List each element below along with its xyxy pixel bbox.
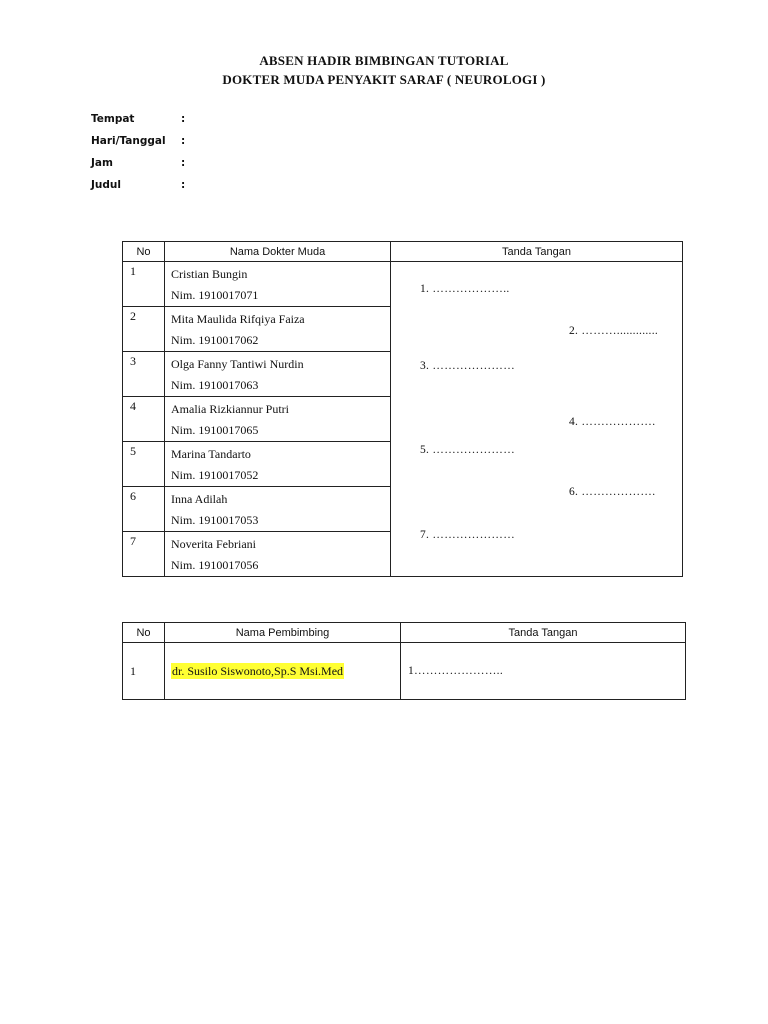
- info-row-jam: [91, 157, 185, 169]
- header-signature: Tanda Tangan: [391, 242, 683, 262]
- signature-line: 3. …………………: [420, 360, 515, 372]
- row-no: 1: [123, 262, 165, 307]
- row-no: 4: [123, 397, 165, 442]
- info-row-judul: [91, 179, 185, 191]
- info-colon: :: [181, 113, 186, 125]
- header-no: No: [123, 623, 165, 643]
- signature-line: 6. ……………….: [569, 486, 656, 498]
- student-nim: Nim. 1910017056: [171, 558, 259, 572]
- signature-line: 1. ………………..: [420, 283, 510, 295]
- title-line-2: DOKTER MUDA PENYAKIT SARAF ( NEUROLOGI ): [222, 72, 546, 87]
- info-label: Jam: [91, 157, 113, 169]
- info-label: Judul: [91, 179, 121, 191]
- row-no: 1: [123, 643, 165, 700]
- header-no: No: [123, 242, 165, 262]
- mentor-attendance-table: [122, 622, 686, 700]
- info-label: Hari/Tanggal: [91, 135, 166, 147]
- row-no: 2: [123, 307, 165, 352]
- row-no: 3: [123, 352, 165, 397]
- info-colon: :: [181, 179, 186, 191]
- student-name: Cristian Bungin: [171, 267, 248, 281]
- info-colon: :: [181, 135, 186, 147]
- info-row-tempat: [91, 113, 185, 125]
- info-label: Tempat: [91, 113, 135, 125]
- row-name-cell: [165, 643, 401, 700]
- info-colon: :: [181, 157, 186, 169]
- signature-area: [391, 262, 683, 577]
- row-name-cell: [165, 532, 391, 577]
- student-nim: Nim. 1910017065: [171, 423, 259, 437]
- row-no: 6: [123, 487, 165, 532]
- row-no: 7: [123, 532, 165, 577]
- header-name: Nama Pembimbing: [165, 623, 401, 643]
- row-name-cell: [165, 442, 391, 487]
- row-name-cell: [165, 352, 391, 397]
- table-row: [123, 643, 686, 700]
- student-name: Marina Tandarto: [171, 447, 251, 461]
- student-nim: Nim. 1910017053: [171, 513, 259, 527]
- student-nim: Nim. 1910017062: [171, 333, 259, 347]
- title-line-1: ABSEN HADIR BIMBINGAN TUTORIAL: [259, 53, 509, 68]
- students-attendance-table: [122, 241, 683, 577]
- student-name: Olga Fanny Tantiwi Nurdin: [171, 357, 304, 371]
- mentor-name: dr. Susilo Siswonoto,Sp.S Msi.Med: [172, 663, 344, 678]
- student-nim: Nim. 1910017071: [171, 288, 259, 302]
- student-nim: Nim. 1910017063: [171, 378, 259, 392]
- signature-line: 1…………………..: [401, 643, 686, 700]
- student-nim: Nim. 1910017052: [171, 468, 259, 482]
- table-row: [123, 262, 683, 307]
- header-signature: Tanda Tangan: [401, 623, 686, 643]
- student-name: Noverita Febriani: [171, 537, 256, 551]
- table-header-row: [123, 242, 683, 262]
- signature-line: 2. ……….............: [569, 325, 659, 337]
- signature-line: 4. ……………….: [569, 416, 656, 428]
- row-name-cell: [165, 487, 391, 532]
- student-name: Mita Maulida Rifqiya Faiza: [171, 312, 305, 326]
- signature-line: 5. …………………: [420, 444, 515, 456]
- row-name-cell: [165, 262, 391, 307]
- row-no: 5: [123, 442, 165, 487]
- student-name: Amalia Rizkiannur Putri: [171, 402, 289, 416]
- info-row-hari-tanggal: [91, 135, 185, 147]
- row-name-cell: [165, 397, 391, 442]
- header-name: Nama Dokter Muda: [165, 242, 391, 262]
- table-header-row: [123, 623, 686, 643]
- row-name-cell: [165, 307, 391, 352]
- student-name: Inna Adilah: [171, 492, 228, 506]
- signature-line: 7. …………………: [420, 529, 515, 541]
